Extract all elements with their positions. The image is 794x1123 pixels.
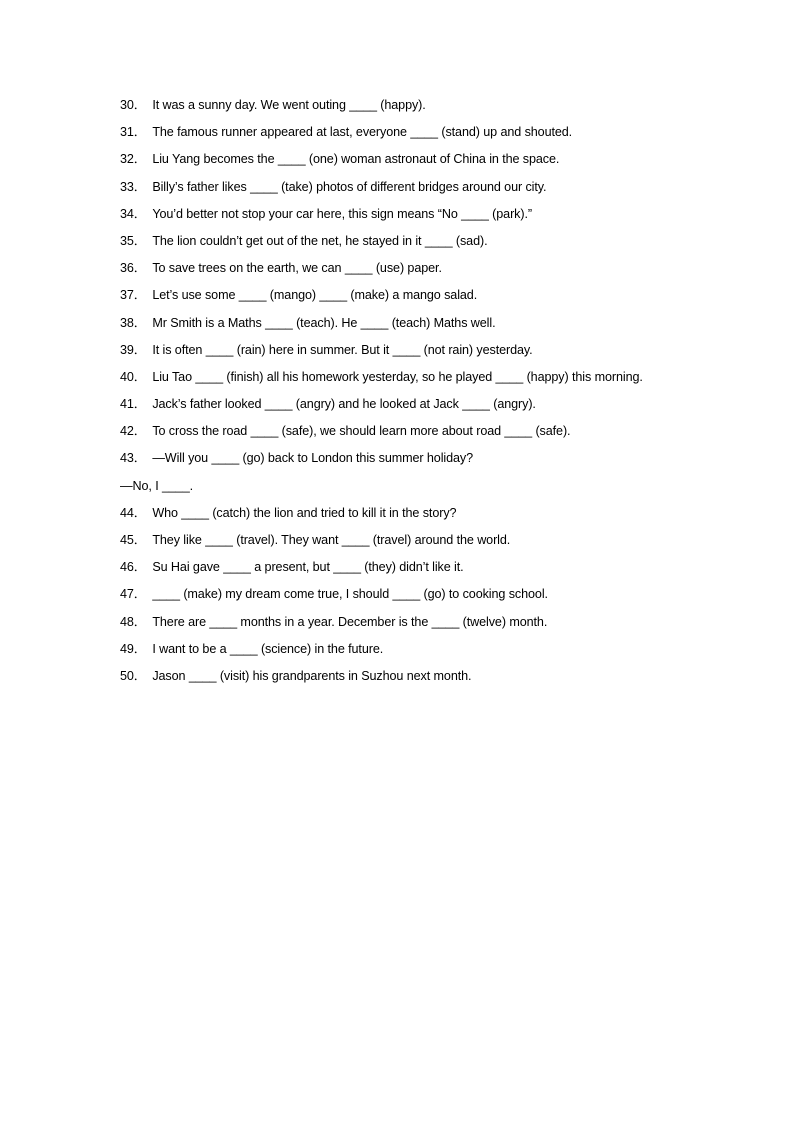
question-text: Liu Yang becomes the ____ (one) woman astronaut of China in the space.	[152, 152, 560, 167]
question-number: 30．	[120, 98, 147, 112]
question-36	[120, 259, 720, 286]
question-34	[120, 205, 720, 232]
question-30	[120, 96, 720, 123]
question-39	[120, 341, 720, 368]
question-number: 41．	[120, 397, 147, 412]
question-number: 40．	[120, 369, 147, 384]
question-number: 31．	[120, 125, 147, 140]
question-text: They like ____ (travel). They want ____ (travel) around the world.	[152, 533, 511, 547]
question-number: 38．	[120, 315, 147, 330]
question-text: —Will you ____ (go) back to London this summer holiday?	[152, 451, 474, 466]
question-43-reply	[120, 477, 720, 504]
question-number: 44．	[120, 505, 147, 520]
question-text: Jack’s father looked ____ (angry) and he looked at Jack ____ (angry).	[152, 397, 536, 412]
question-text: Billy’s father likes ____ (take) photos of different bridges around our city.	[152, 179, 547, 194]
question-32	[120, 150, 720, 177]
question-number: 50．	[120, 668, 147, 683]
question-number: 36．	[120, 261, 147, 276]
question-text: There are ____ months in a year. December is the ____ (twelve) month.	[152, 614, 548, 629]
question-number: 46．	[120, 560, 147, 575]
question-number: 33．	[120, 179, 147, 194]
question-number: 43．	[120, 451, 147, 466]
question-35	[120, 232, 720, 259]
question-text: The famous runner appeared at last, everyone ____ (stand) up and shouted.	[152, 125, 573, 140]
question-42	[120, 422, 720, 449]
question-text: Mr Smith is a Maths ____ (teach). He ____ (teach) Maths well.	[152, 315, 496, 330]
question-number: 49．	[120, 641, 147, 656]
question-text: Jason ____ (visit) his grandparents in Suzhou next month.	[152, 668, 472, 683]
question-44	[120, 504, 720, 531]
question-38	[120, 314, 720, 341]
question-31	[120, 123, 720, 150]
question-number: 47．	[120, 587, 147, 602]
question-number: 37．	[120, 288, 147, 303]
question-text: Su Hai gave ____ a present, but ____ (they) didn’t like it.	[152, 560, 464, 575]
question-number: 32．	[120, 152, 147, 167]
question-text: ____ (make) my dream come true, I should ____ (go) to cooking school.	[152, 587, 548, 602]
question-33	[120, 178, 720, 205]
question-number: 35．	[120, 233, 147, 248]
question-text: To cross the road ____ (safe), we should learn more about road ____ (safe).	[152, 424, 571, 439]
question-46	[120, 558, 720, 585]
question-49	[120, 640, 720, 667]
question-number: 39．	[120, 342, 147, 357]
question-text: It is often ____ (rain) here in summer. But it ____ (not rain) yesterday.	[152, 342, 533, 357]
question-text: To save trees on the earth, we can ____ (use) paper.	[152, 261, 442, 276]
question-list	[120, 96, 720, 694]
question-text: It was a sunny day. We went outing ____ (happy).	[152, 98, 426, 112]
question-37	[120, 286, 720, 313]
question-text: You’d better not stop your car here, this sign means “No ____ (park).”	[152, 206, 532, 221]
question-text: —No, I ____.	[120, 478, 194, 493]
question-41	[120, 395, 720, 422]
question-text: Let’s use some ____ (mango) ____ (make) a mango salad.	[152, 288, 478, 303]
question-text: The lion couldn’t get out of the net, he stayed in it ____ (sad).	[152, 233, 488, 248]
question-text: Who ____ (catch) the lion and tried to kill it in the story?	[152, 505, 457, 520]
question-number: 42．	[120, 424, 147, 439]
question-43	[120, 449, 720, 476]
question-40	[120, 368, 720, 395]
question-45	[120, 531, 720, 558]
question-50	[120, 667, 720, 694]
question-47	[120, 585, 720, 612]
question-number: 34．	[120, 206, 147, 221]
question-number: 48．	[120, 614, 147, 629]
question-48	[120, 613, 720, 640]
question-text: Liu Tao ____ (finish) all his homework yesterday, so he played ____ (happy) this morning.	[152, 369, 643, 384]
question-number: 45．	[120, 533, 147, 547]
question-text: I want to be a ____ (science) in the future.	[152, 641, 384, 656]
